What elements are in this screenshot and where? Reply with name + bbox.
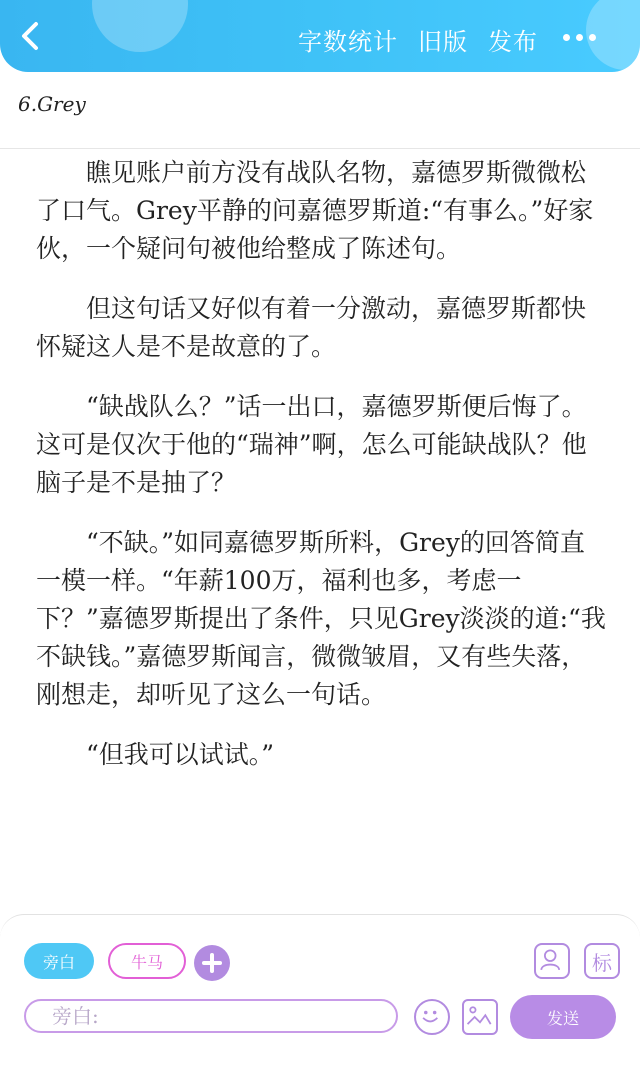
chevron-left-icon: [14, 18, 48, 54]
tag-icon: 标: [592, 950, 612, 975]
chapter-title: 6.Grey: [18, 92, 86, 116]
paragraph: 但这句话又好似有着一分激动，嘉德罗斯都快怀疑这人是不是故意的了。: [36, 294, 587, 361]
more-dot-icon: [589, 34, 596, 41]
back-button[interactable]: [14, 18, 48, 54]
person-icon: [536, 945, 568, 977]
more-options-button[interactable]: [560, 24, 600, 48]
smiley-icon: [416, 1001, 448, 1033]
story-text[interactable]: [36, 154, 608, 796]
old-version-button[interactable]: 旧版: [418, 28, 468, 56]
composer-panel: [0, 914, 640, 1085]
narration-chip[interactable]: 旁白: [24, 943, 94, 979]
message-input[interactable]: 旁白:: [24, 999, 398, 1033]
publish-button[interactable]: 发布: [488, 28, 538, 56]
send-button[interactable]: 发送: [510, 995, 616, 1039]
paragraph: “不缺。”如同嘉德罗斯所料，Grey的回答简直一模一样。“年薪100万，福利也多，考虑一下？”嘉德罗斯提出了条件，只见Grey淡淡的道:“我不缺钱。”嘉德罗斯闻言，微微皱眉，又有些失落，刚想走，却听见了这么一句话。: [36, 528, 606, 709]
image-icon: [464, 1001, 496, 1033]
character-icon[interactable]: [534, 943, 570, 979]
role-chip[interactable]: 牛马: [108, 943, 186, 979]
add-role-button[interactable]: [194, 945, 230, 981]
more-dot-icon: [576, 34, 583, 41]
chapter-title-bar[interactable]: [0, 72, 640, 149]
emoji-button[interactable]: [414, 999, 450, 1035]
paragraph: “但我可以试试。”: [86, 740, 275, 769]
more-dot-icon: [563, 34, 570, 41]
top-bar: [0, 0, 640, 72]
tag-button[interactable]: [584, 943, 620, 979]
image-button[interactable]: [462, 999, 498, 1035]
word-count-button[interactable]: 字数统计: [298, 28, 398, 56]
decor-bubble: [92, 0, 188, 52]
paragraph: 瞧见账户前方没有战队名物，嘉德罗斯微微松了口气。Grey平静的问嘉德罗斯道:“有事么。”好家伙，一个疑问句被他给整成了陈述句。: [36, 158, 594, 263]
paragraph: “缺战队么？”话一出口，嘉德罗斯便后悔了。这可是仅次于他的“瑞神”啊，怎么可能缺战队？他脑子是不是抽了？: [36, 392, 587, 497]
